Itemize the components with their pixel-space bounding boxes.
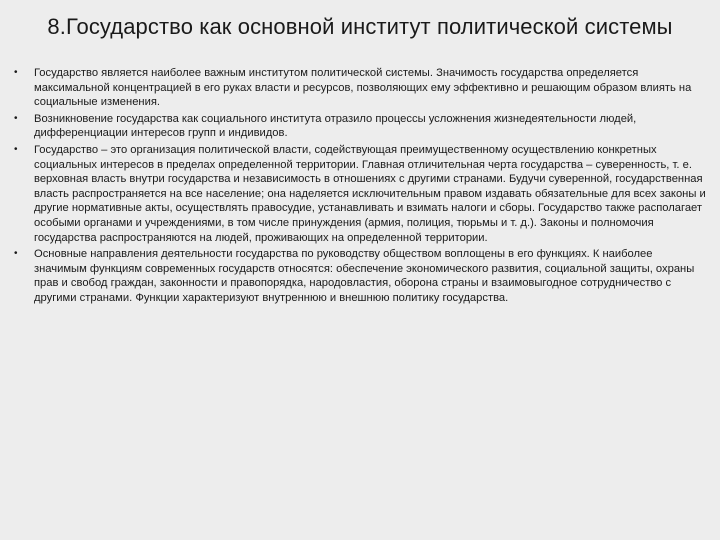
bullet-text: Возникновение государства как социального института отразило процессы усложнения жизнедеятельности людей, дифференциации интересов групп и индивидов.: [34, 112, 637, 140]
bullet-item: [14, 143, 706, 245]
bullet-text: Государство – это организация политической власти, содействующая преимущественному осуществлению конкретных социальных интересов в пределах определенной территории. Главная отличительная черта государства – суверенность, т. е. верховная власть внутри государства и независимость в отношениях с другими странами. Будучи суверенной, государственная власть распространяется на все население; она наделяется исключительным правом издавать обязательные для всех законы и другие нормативные акты, осуществлять правосудие, устанавливать и взимать налоги и сборы. Государство также располагает особыми органами и учреждениями, в том числе принуждения (армия, полиция, тюрьмы и т. д.). Законы и полномочия государства распространяются на людей, проживающих на определенной территории.: [34, 143, 706, 244]
slide-title: 8.Государство как основной институт политической системы: [47, 14, 673, 39]
bullet-text: Основные направления деятельности государства по руководству обществом воплощены в его функциях. К наиболее значимым функциям современных государств относятся: обеспечение экономического развития, социальной защиты, охраны прав и свобод граждан, законности и правопорядка, народовластия, оборона страны и взаимовыгодное сотрудничество с другими странами. Функции характеризуют внутреннюю и внешнюю политику государства.: [34, 248, 695, 304]
bullet-icon: •: [14, 143, 18, 155]
bullet-icon: •: [14, 112, 18, 124]
bullet-item: [14, 66, 706, 110]
bullet-icon: •: [14, 248, 18, 260]
bullet-icon: •: [14, 67, 18, 78]
bullet-item: [14, 112, 706, 141]
bullet-text: Государство является наиболее важным институтом политической системы. Значимость государства определяется максимальной концентрацией в его руках власти и ресурсов, позволяющих ему эффективно и решающим образом влиять на социальные изменения.: [34, 67, 692, 109]
bullet-list: [14, 66, 706, 308]
bullet-item: [14, 247, 706, 305]
